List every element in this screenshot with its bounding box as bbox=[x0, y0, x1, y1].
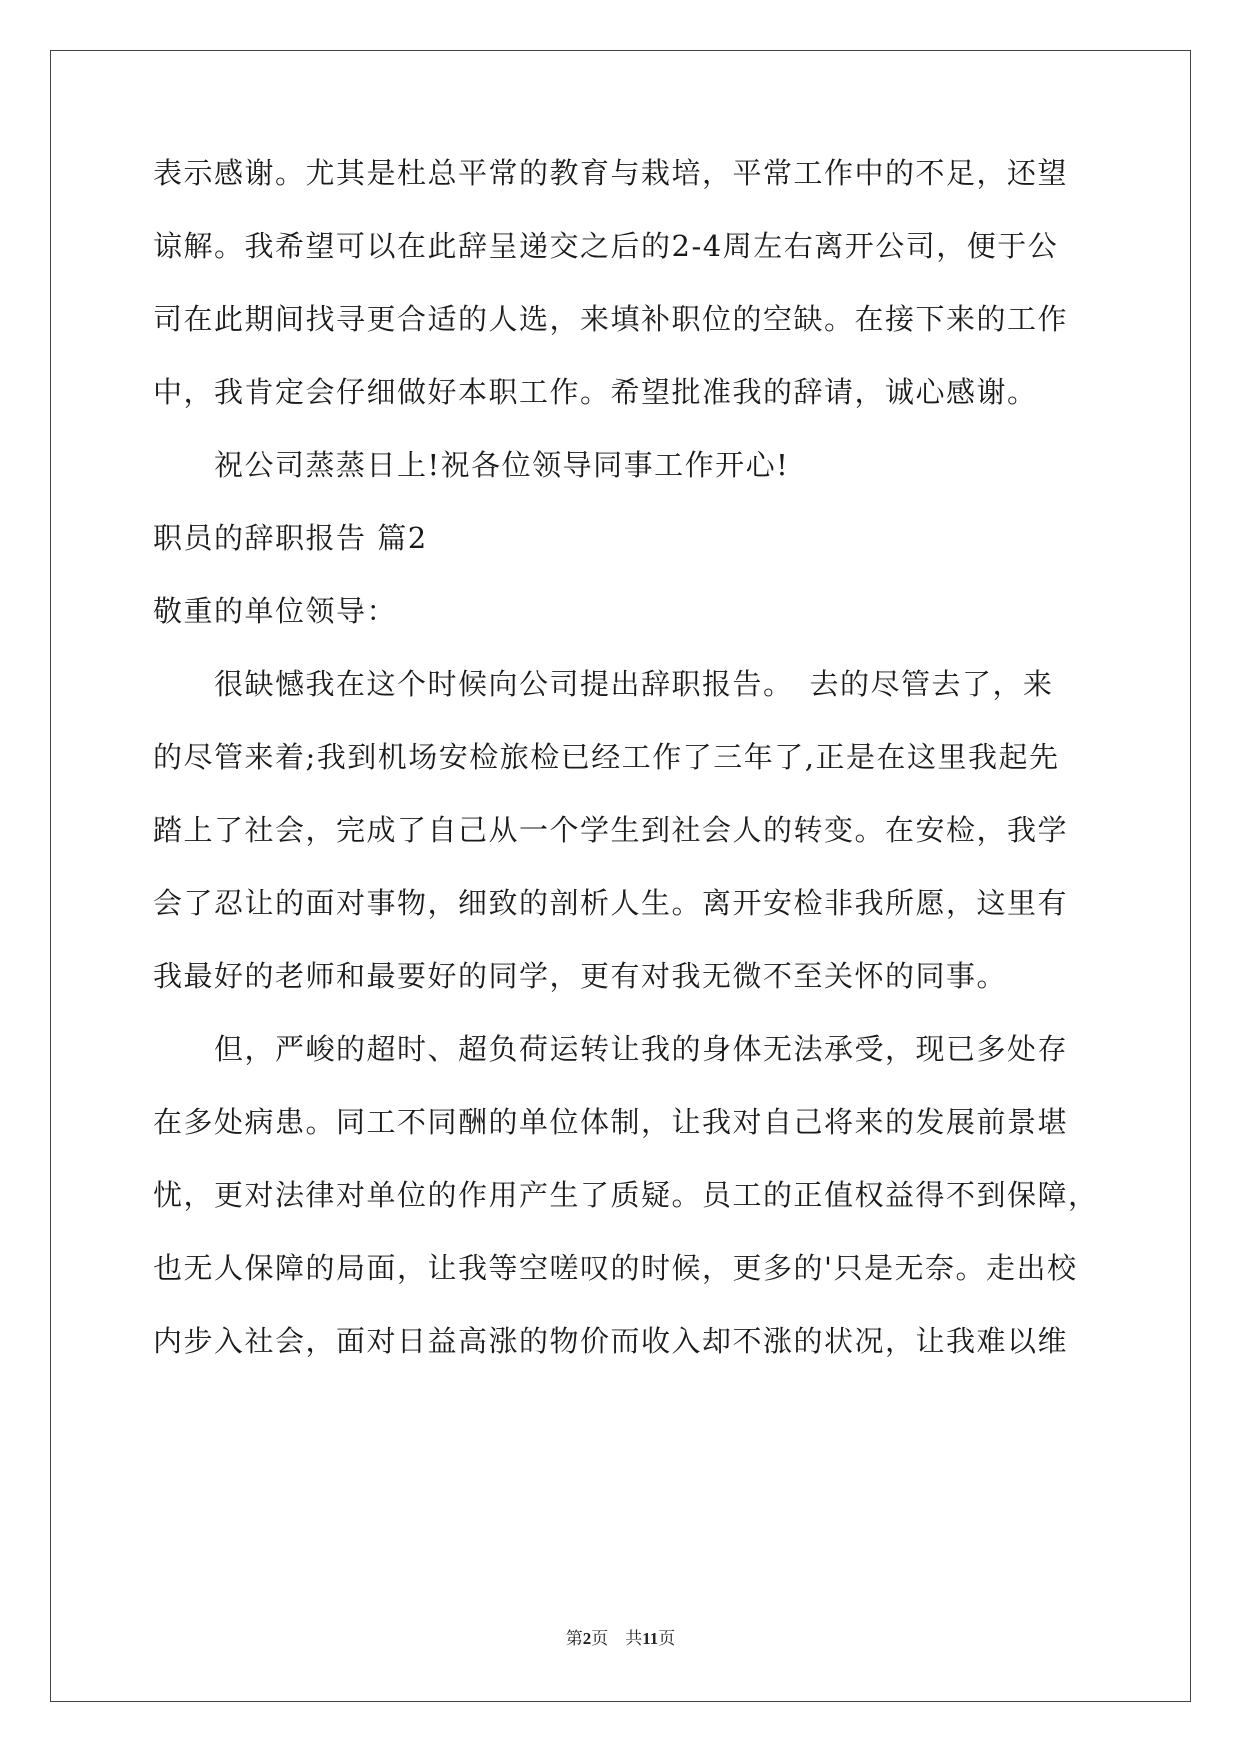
footer-prefix: 第 bbox=[565, 1629, 583, 1648]
text-line-11: 会了忍让的面对事物，细致的剖析人生。离开安检非我所愿，这里有 bbox=[153, 886, 1069, 920]
text-line-16: 也无人保障的局面，让我等空嗟叹的时候，更多的'只是无奈。走出校 bbox=[153, 1251, 1078, 1285]
text-line-2: 谅解。我希望可以在此辞呈递交之后的2-4周左右离开公司，便于公 bbox=[153, 229, 1059, 263]
page-border bbox=[50, 50, 1191, 1702]
text-line-13: 但，严峻的超时、超负荷运转让我的身体无法承受，现已多处存 bbox=[153, 1032, 1069, 1066]
text-line-1: 表示感谢。尤其是杜总平常的教育与栽培，平常工作中的不足，还望 bbox=[153, 156, 1069, 190]
footer-total-pages: 11 bbox=[642, 1629, 659, 1648]
footer-total-prefix: 共 bbox=[625, 1629, 643, 1648]
text-line-9: 的尽管来着;我到机场安检旅检已经工作了三年了,正是在这里我起先 bbox=[153, 740, 1060, 774]
footer-page-unit: 页 bbox=[591, 1629, 609, 1648]
page-footer bbox=[0, 1624, 1241, 1649]
closing-wish: 祝公司蒸蒸日上!祝各位领导同事工作开心! bbox=[153, 448, 790, 482]
text-line-17: 内步入社会，面对日益高涨的物价而收入却不涨的状况，让我难以维 bbox=[153, 1324, 1069, 1358]
salutation: 敬重的单位领导： bbox=[153, 594, 398, 628]
footer-page-number: 2 bbox=[582, 1629, 592, 1648]
text-line-12: 我最好的老师和最要好的同学，更有对我无微不至关怀的同事。 bbox=[153, 959, 1008, 993]
text-line-15: 忧，更对法律对单位的作用产生了质疑。员工的正值权益得不到保障， bbox=[153, 1178, 1099, 1212]
text-line-14: 在多处病患。同工不同酬的单位体制，让我对自己将来的发展前景堪 bbox=[153, 1105, 1069, 1139]
section-heading: 职员的辞职报告 篇2 bbox=[153, 521, 428, 555]
text-line-8: 很缺憾我在这个时候向公司提出辞职报告。 去的尽管去了，来 bbox=[153, 667, 1054, 701]
text-line-3: 司在此期间找寻更合适的人选，来填补职位的空缺。在接下来的工作 bbox=[153, 302, 1069, 336]
text-line-10: 踏上了社会，完成了自己从一个学生到社会人的转变。在安检，我学 bbox=[153, 813, 1069, 847]
text-line-4: 中，我肯定会仔细做好本职工作。希望批准我的辞请，诚心感谢。 bbox=[153, 375, 1038, 409]
footer-total-unit: 页 bbox=[658, 1629, 676, 1648]
